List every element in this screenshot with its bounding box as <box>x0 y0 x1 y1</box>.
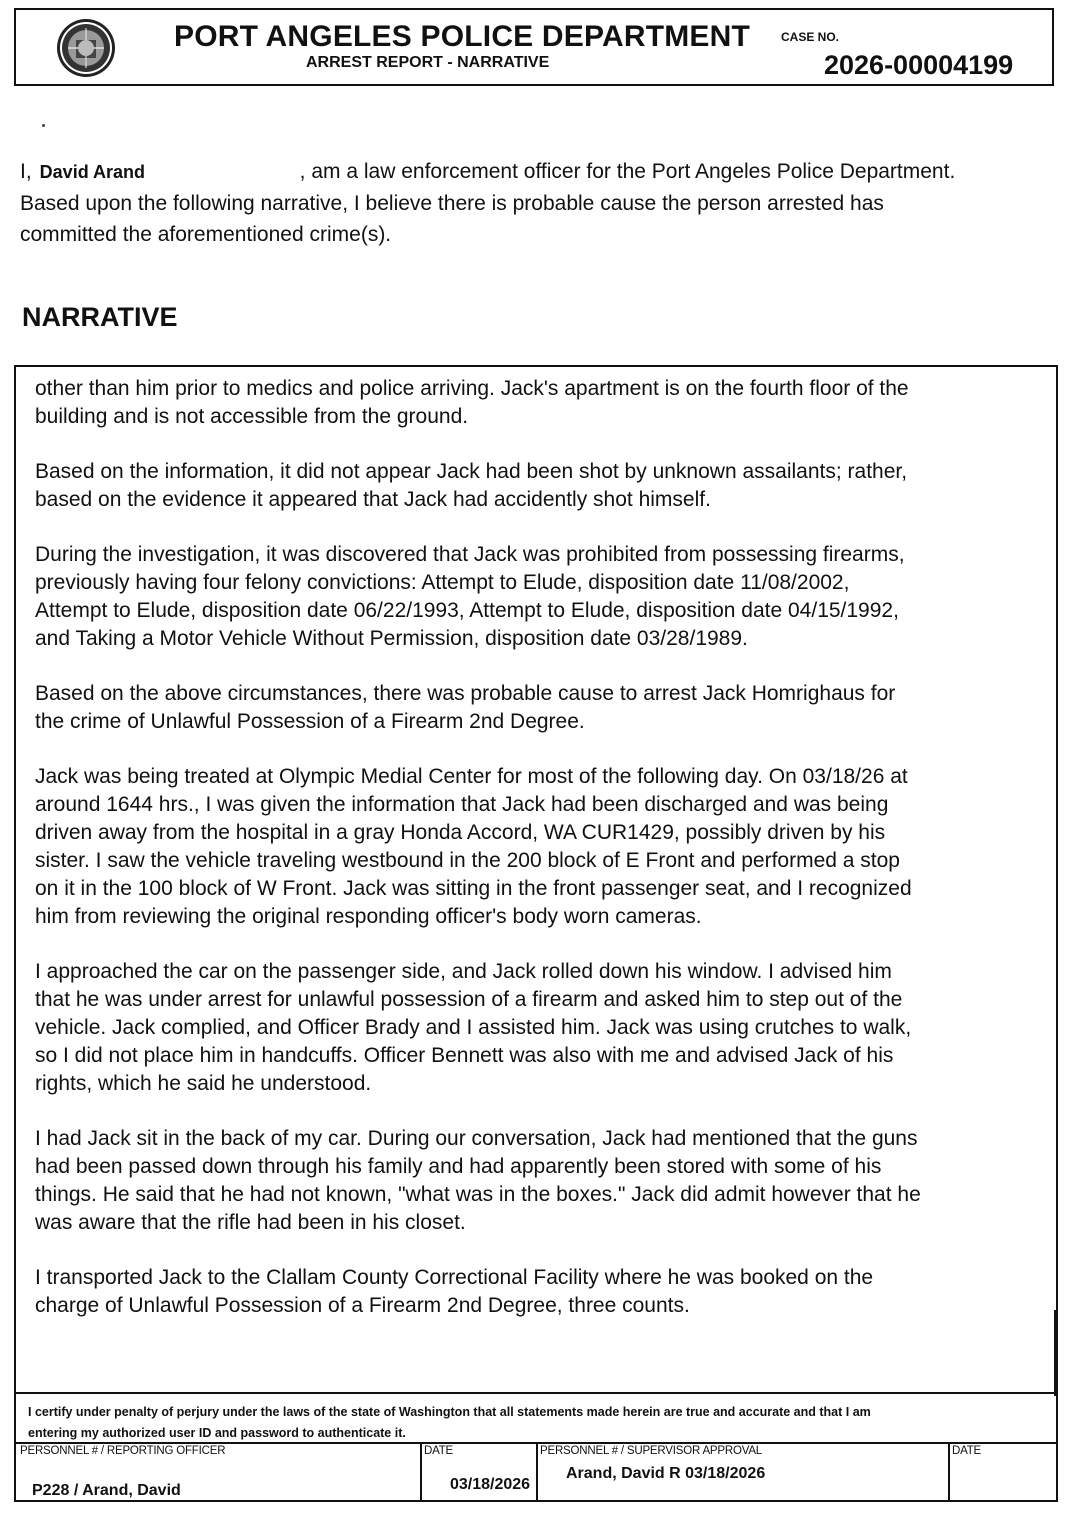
narrative-line: Based on the above circumstances, there was probable cause to arrest Jack Homrighaus for <box>35 682 896 705</box>
narrative-paragraph <box>35 763 1055 931</box>
department-title: PORT ANGELES POLICE DEPARTMENT <box>174 20 751 53</box>
narrative-line: I approached the car on the passenger side, and Jack rolled down his window. I advised him <box>35 960 892 983</box>
narrative-paragraph <box>35 375 1055 431</box>
statement-line-1-text: , am a law enforcement officer for the Port Angeles Police Department. <box>299 160 956 183</box>
narrative-line: him from reviewing the original responding officer's body worn cameras. <box>35 905 702 928</box>
report-date-cell <box>420 1444 538 1500</box>
perjury-certification <box>14 1392 1058 1444</box>
statement-line-3: committed the aforementioned crime(s). <box>20 223 392 246</box>
signature-table <box>14 1442 1058 1502</box>
supervisor-date-cell <box>948 1444 1056 1500</box>
narrative-line: Based on the information, it did not appear Jack had been shot by unknown assailants; rather, <box>35 460 908 483</box>
reporting-officer-cell <box>16 1444 422 1500</box>
narrative-line: based on the evidence it appeared that Jack had accidently shot himself. <box>35 488 711 511</box>
narrative-paragraph <box>35 958 1055 1098</box>
narrative-line: Attempt to Elude, disposition date 06/22/1993, Attempt to Elude, disposition date 04/15/1992, <box>35 599 899 622</box>
narrative-paragraph <box>35 458 1055 514</box>
narrative-line: charge of Unlawful Possession of a Firearm 2nd Degree, three counts. <box>35 1294 690 1317</box>
narrative-line: I transported Jack to the Clallam County Correctional Facility where he was booked on the <box>35 1266 874 1289</box>
narrative-line: so I did not place him in handcuffs. Officer Bennett was also with me and advised Jack of his <box>35 1044 894 1067</box>
reporting-officer-label: PERSONNEL # / REPORTING OFFICER <box>20 1445 226 1457</box>
narrative-line: vehicle. Jack complied, and Officer Brady and I assisted him. Jack was using crutches to walk, <box>35 1016 912 1039</box>
narrative-line: was aware that the rifle had been in his closet. <box>35 1211 466 1234</box>
police-badge-seal-icon <box>54 16 118 80</box>
narrative-line: building and is not accessible from the ground. <box>35 405 469 428</box>
narrative-line: previously having four felony convictions: Attempt to Elude, disposition date 11/08/2002, <box>35 571 850 594</box>
narrative-line: the crime of Unlawful Possession of a Firearm 2nd Degree. <box>35 710 585 733</box>
narrative-line: During the investigation, it was discovered that Jack was prohibited from possessing firearms, <box>35 543 905 566</box>
supervisor-approval-label: PERSONNEL # / SUPERVISOR APPROVAL <box>540 1445 762 1457</box>
certification-line-2: entering my authorized user ID and password to authenticate it. <box>28 1426 406 1440</box>
supervisor-date-label: DATE <box>952 1445 982 1457</box>
certification-line-1: I certify under penalty of perjury under the laws of the state of Washington that all statements made herein are true and accurate and that I am <box>28 1405 871 1419</box>
narrative-paragraph <box>35 680 1055 736</box>
report-date-label: DATE <box>424 1445 454 1457</box>
report-subtitle: ARREST REPORT - NARRATIVE <box>306 54 550 71</box>
reporting-officer-value: P228 / Arand, David <box>32 1482 181 1499</box>
narrative-line: had been passed down through his family and had apparently been stored with some of his <box>35 1155 882 1178</box>
supervisor-approval-cell <box>536 1444 950 1500</box>
officer-name: David Arand <box>39 162 146 182</box>
statement-line-2: Based upon the following narrative, I believe there is probable cause the person arrested has <box>20 192 884 215</box>
case-number: 2026-00004199 <box>824 50 1014 80</box>
stray-mark <box>42 124 45 127</box>
statement-line-1 <box>20 156 1050 188</box>
narrative-line: and Taking a Motor Vehicle Without Permission, disposition date 03/28/1989. <box>35 627 748 650</box>
report-header <box>14 8 1054 86</box>
narrative-paragraph <box>35 1125 1055 1237</box>
narrative-line: that he was under arrest for unlawful possession of a firearm and asked him to step out of the <box>35 988 903 1011</box>
report-date-value: 03/18/2026 <box>450 1476 531 1493</box>
narrative-line: sister. I saw the vehicle traveling westbound in the 200 block of E Front and performed a stop <box>35 849 900 872</box>
narrative-paragraph <box>35 1264 1055 1320</box>
narrative-line: Jack was being treated at Olympic Medial Center for most of the following day. On 03/18/26 at <box>35 765 908 788</box>
narrative-line: driven away from the hospital in a gray Honda Accord, WA CUR1429, possibly driven by his <box>35 821 886 844</box>
supervisor-approval-value: Arand, David R 03/18/2026 <box>566 1465 766 1482</box>
narrative-line: on it in the 100 block of W Front. Jack was sitting in the front passenger seat, and I recognized <box>35 877 912 900</box>
narrative-paragraph <box>35 541 1055 653</box>
narrative-heading: NARRATIVE <box>22 302 178 332</box>
narrative-line: around 1644 hrs., I was given the information that Jack had been discharged and was being <box>35 793 889 816</box>
narrative-line: I had Jack sit in the back of my car. During our conversation, Jack had mentioned that the guns <box>35 1127 918 1150</box>
statement-prefix: I, <box>20 160 32 183</box>
narrative-line: other than him prior to medics and police arriving. Jack's apartment is on the fourth floor of the <box>35 377 909 400</box>
narrative-line: things. He said that he had not known, "what was in the boxes." Jack did admit however that he <box>35 1183 921 1206</box>
case-number-label: CASE NO. <box>781 30 840 44</box>
officer-statement <box>20 156 1050 250</box>
narrative-text <box>35 375 1055 1347</box>
narrative-line: rights, which he said he understood. <box>35 1072 372 1095</box>
